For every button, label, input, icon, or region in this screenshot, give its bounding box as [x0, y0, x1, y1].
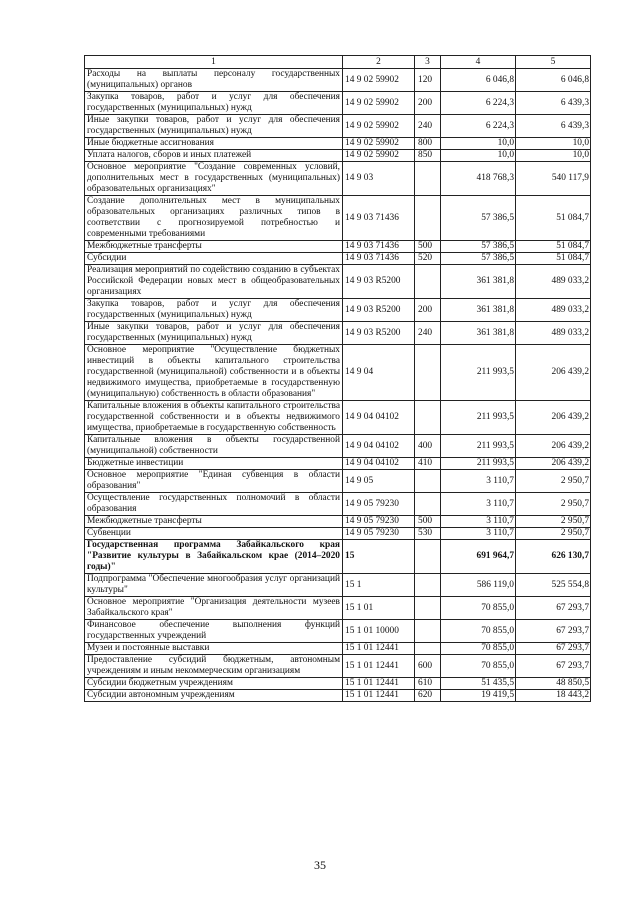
row-name-cell: Финансовое обеспечение выполнения функций государственных учреждений [85, 620, 343, 643]
row-value-col4-cell: 70 855,0 [441, 620, 516, 643]
row-name-cell: Межбюджетные трансферты [85, 241, 343, 253]
row-value-col4-cell: 691 964,7 [441, 540, 516, 574]
row-code-cell: 14 9 02 59902 [343, 92, 415, 115]
table-row [85, 92, 591, 115]
row-code-cell: 15 1 01 12441 [343, 643, 415, 655]
row-expense-type-cell: 120 [415, 69, 441, 92]
row-value-col4-cell: 211 993,5 [441, 345, 516, 401]
table-row [85, 265, 591, 299]
row-code-cell: 15 1 01 10000 [343, 620, 415, 643]
page-number: 35 [314, 858, 326, 872]
row-value-col5-cell: 2 950,7 [516, 493, 591, 516]
table-row [85, 241, 591, 253]
table-row [85, 574, 591, 597]
row-name-cell: Подпрограмма "Обеспечение многообразия услуг организаций культуры" [85, 574, 343, 597]
row-code-cell: 14 9 02 59902 [343, 150, 415, 162]
row-value-col5-cell: 18 443,2 [516, 690, 591, 702]
row-value-col5-cell: 51 084,7 [516, 241, 591, 253]
row-code-cell: 14 9 03 71436 [343, 241, 415, 253]
row-name-cell: Бюджетные инвестиции [85, 458, 343, 470]
table-row [85, 643, 591, 655]
row-value-col5-cell: 489 033,2 [516, 265, 591, 299]
row-value-col5-cell: 489 033,2 [516, 322, 591, 345]
row-name-cell: Субсидии автономным учреждениям [85, 690, 343, 702]
row-value-col5-cell: 2 950,7 [516, 516, 591, 528]
row-code-cell: 14 9 03 71436 [343, 253, 415, 265]
row-value-col4-cell: 10,0 [441, 150, 516, 162]
row-value-col5-cell: 206 439,2 [516, 458, 591, 470]
row-value-col4-cell: 10,0 [441, 138, 516, 150]
row-code-cell: 15 1 01 12441 [343, 678, 415, 690]
row-name-cell: Капитальные вложения в объекты государственной (муниципальной) собственности [85, 435, 343, 458]
row-code-cell: 15 [343, 540, 415, 574]
row-value-col4-cell: 19 419,5 [441, 690, 516, 702]
header-col-1: 1 [85, 56, 343, 69]
table-row [85, 655, 591, 678]
row-name-cell: Основное мероприятие "Создание современных условий, дополнительных мест в государственных (муниципальных) образовательных организациях" [85, 162, 343, 196]
row-code-cell: 14 9 03 R5200 [343, 265, 415, 299]
table-row [85, 493, 591, 516]
row-expense-type-cell [415, 493, 441, 516]
row-expense-type-cell [415, 540, 441, 574]
table-row [85, 299, 591, 322]
row-code-cell: 14 9 02 59902 [343, 138, 415, 150]
row-name-cell: Закупка товаров, работ и услуг для обеспечения государственных (муниципальных) нужд [85, 299, 343, 322]
row-value-col5-cell: 2 950,7 [516, 470, 591, 493]
row-code-cell: 14 9 02 59902 [343, 69, 415, 92]
row-value-col4-cell: 57 386,5 [441, 196, 516, 241]
row-code-cell: 14 9 05 79230 [343, 528, 415, 540]
table-row [85, 401, 591, 435]
row-value-col4-cell: 70 855,0 [441, 655, 516, 678]
row-value-col5-cell: 206 439,2 [516, 345, 591, 401]
row-value-col5-cell: 6 439,3 [516, 115, 591, 138]
header-col-4: 4 [441, 56, 516, 69]
row-name-cell: Капитальные вложения в объекты капитального строительства государственной собственности и в объекты недвижимого имущества, приобретаемые в государственную собственность [85, 401, 343, 435]
row-code-cell: 14 9 04 04102 [343, 435, 415, 458]
row-expense-type-cell: 850 [415, 150, 441, 162]
row-expense-type-cell [415, 470, 441, 493]
table-header-row [85, 56, 591, 69]
table-row [85, 470, 591, 493]
row-code-cell: 15 1 01 12441 [343, 655, 415, 678]
row-value-col4-cell: 418 768,3 [441, 162, 516, 196]
row-value-col5-cell: 626 130,7 [516, 540, 591, 574]
row-expense-type-cell [415, 620, 441, 643]
row-code-cell: 14 9 05 [343, 470, 415, 493]
row-value-col4-cell: 57 386,5 [441, 241, 516, 253]
row-expense-type-cell: 240 [415, 322, 441, 345]
row-name-cell: Расходы на выплаты персоналу государственных (муниципальных) органов [85, 69, 343, 92]
row-expense-type-cell: 530 [415, 528, 441, 540]
table-row [85, 540, 591, 574]
row-name-cell: Иные закупки товаров, работ и услуг для обеспечения государственных (муниципальных) нужд [85, 115, 343, 138]
row-value-col4-cell: 361 381,8 [441, 322, 516, 345]
table-row [85, 115, 591, 138]
row-value-col5-cell: 525 554,8 [516, 574, 591, 597]
row-expense-type-cell: 610 [415, 678, 441, 690]
table-row [85, 69, 591, 92]
row-expense-type-cell: 600 [415, 655, 441, 678]
row-value-col5-cell: 206 439,2 [516, 401, 591, 435]
row-expense-type-cell [415, 265, 441, 299]
table-row [85, 138, 591, 150]
row-value-col4-cell: 6 224,3 [441, 92, 516, 115]
row-name-cell: Реализация мероприятий по содействию созданию в субъектах Российской Федерации новых мест в общеобразовательных организациях [85, 265, 343, 299]
row-name-cell: Иные закупки товаров, работ и услуг для обеспечения государственных (муниципальных) нужд [85, 322, 343, 345]
row-name-cell: Субсидии [85, 253, 343, 265]
row-name-cell: Субсидии бюджетным учреждениям [85, 678, 343, 690]
row-code-cell: 15 1 [343, 574, 415, 597]
row-code-cell: 14 9 05 79230 [343, 516, 415, 528]
row-expense-type-cell: 800 [415, 138, 441, 150]
row-name-cell: Государственная программа Забайкальского края "Развитие культуры в Забайкальском крае (2014–2020 годы)" [85, 540, 343, 574]
table-row [85, 150, 591, 162]
row-value-col4-cell: 70 855,0 [441, 597, 516, 620]
row-value-col4-cell: 70 855,0 [441, 643, 516, 655]
row-code-cell: 15 1 01 [343, 597, 415, 620]
row-expense-type-cell [415, 196, 441, 241]
row-name-cell: Межбюджетные трансферты [85, 516, 343, 528]
row-value-col5-cell: 67 293,7 [516, 620, 591, 643]
row-value-col5-cell: 67 293,7 [516, 597, 591, 620]
row-name-cell: Основное мероприятие "Осуществление бюджетных инвестиций в объекты капитального строительства государственной (муниципальной) собственности и в объекты недвижимого имущества, приобретаемые в государственную (муниципальную) собственность в области образования" [85, 345, 343, 401]
row-value-col4-cell: 211 993,5 [441, 435, 516, 458]
row-value-col4-cell: 211 993,5 [441, 458, 516, 470]
row-name-cell: Основное мероприятие "Единая субвенция в области образования" [85, 470, 343, 493]
row-value-col4-cell: 51 435,5 [441, 678, 516, 690]
row-code-cell: 14 9 03 [343, 162, 415, 196]
row-name-cell: Закупка товаров, работ и услуг для обеспечения государственных (муниципальных) нужд [85, 92, 343, 115]
row-value-col5-cell: 67 293,7 [516, 655, 591, 678]
row-value-col5-cell: 6 046,8 [516, 69, 591, 92]
row-value-col5-cell: 6 439,3 [516, 92, 591, 115]
row-value-col5-cell: 51 084,7 [516, 196, 591, 241]
row-code-cell: 14 9 04 [343, 345, 415, 401]
table-row [85, 253, 591, 265]
row-value-col5-cell: 51 084,7 [516, 253, 591, 265]
row-name-cell: Создание дополнительных мест в муниципальных образовательных организациях различных типов в соответствии с прогнозируемой потребностью и современными требованиями [85, 196, 343, 241]
row-code-cell: 14 9 04 04102 [343, 458, 415, 470]
row-expense-type-cell: 200 [415, 299, 441, 322]
row-code-cell: 14 9 03 R5200 [343, 322, 415, 345]
row-value-col5-cell: 10,0 [516, 138, 591, 150]
row-expense-type-cell: 240 [415, 115, 441, 138]
row-value-col4-cell: 3 110,7 [441, 528, 516, 540]
row-code-cell: 14 9 03 R5200 [343, 299, 415, 322]
row-name-cell: Субвенции [85, 528, 343, 540]
row-name-cell: Иные бюджетные ассигнования [85, 138, 343, 150]
row-value-col5-cell: 489 033,2 [516, 299, 591, 322]
table-body [85, 69, 591, 702]
row-expense-type-cell: 500 [415, 516, 441, 528]
table-row [85, 162, 591, 196]
table-row [85, 516, 591, 528]
row-value-col4-cell: 361 381,8 [441, 265, 516, 299]
row-expense-type-cell: 200 [415, 92, 441, 115]
row-expense-type-cell [415, 162, 441, 196]
row-code-cell: 14 9 05 79230 [343, 493, 415, 516]
row-expense-type-cell: 400 [415, 435, 441, 458]
row-value-col4-cell: 6 046,8 [441, 69, 516, 92]
table-row [85, 528, 591, 540]
row-value-col4-cell: 6 224,3 [441, 115, 516, 138]
row-expense-type-cell: 520 [415, 253, 441, 265]
row-value-col4-cell: 3 110,7 [441, 493, 516, 516]
row-code-cell: 14 9 02 59902 [343, 115, 415, 138]
table-row [85, 678, 591, 690]
table-row [85, 435, 591, 458]
row-expense-type-cell: 620 [415, 690, 441, 702]
table-row [85, 322, 591, 345]
row-value-col4-cell: 211 993,5 [441, 401, 516, 435]
row-value-col5-cell: 2 950,7 [516, 528, 591, 540]
row-value-col5-cell: 206 439,2 [516, 435, 591, 458]
row-value-col5-cell: 10,0 [516, 150, 591, 162]
row-value-col5-cell: 540 117,9 [516, 162, 591, 196]
table-row [85, 458, 591, 470]
row-expense-type-cell [415, 401, 441, 435]
table-row [85, 620, 591, 643]
row-value-col4-cell: 3 110,7 [441, 516, 516, 528]
header-col-3: 3 [415, 56, 441, 69]
row-name-cell: Осуществление государственных полномочий в области образования [85, 493, 343, 516]
row-code-cell: 14 9 04 04102 [343, 401, 415, 435]
table-row [85, 597, 591, 620]
row-expense-type-cell: 500 [415, 241, 441, 253]
table-row [85, 690, 591, 702]
row-expense-type-cell [415, 597, 441, 620]
row-expense-type-cell: 410 [415, 458, 441, 470]
row-value-col5-cell: 48 850,5 [516, 678, 591, 690]
header-col-5: 5 [516, 56, 591, 69]
row-expense-type-cell [415, 345, 441, 401]
row-expense-type-cell [415, 643, 441, 655]
row-name-cell: Основное мероприятие "Организация деятельности музеев Забайкальского края" [85, 597, 343, 620]
row-value-col5-cell: 67 293,7 [516, 643, 591, 655]
row-expense-type-cell [415, 574, 441, 597]
row-name-cell: Предоставление субсидий бюджетным, автономным учреждениям и иным некоммерческим организациям [85, 655, 343, 678]
row-code-cell: 14 9 03 71436 [343, 196, 415, 241]
row-value-col4-cell: 3 110,7 [441, 470, 516, 493]
row-value-col4-cell: 57 386,5 [441, 253, 516, 265]
row-name-cell: Музеи и постоянные выставки [85, 643, 343, 655]
table-row [85, 196, 591, 241]
budget-table [84, 55, 591, 702]
header-col-2: 2 [343, 56, 415, 69]
row-code-cell: 15 1 01 12441 [343, 690, 415, 702]
table-row [85, 345, 591, 401]
document-page [84, 55, 590, 702]
row-name-cell: Уплата налогов, сборов и иных платежей [85, 150, 343, 162]
row-value-col4-cell: 361 381,8 [441, 299, 516, 322]
row-value-col4-cell: 586 119,0 [441, 574, 516, 597]
